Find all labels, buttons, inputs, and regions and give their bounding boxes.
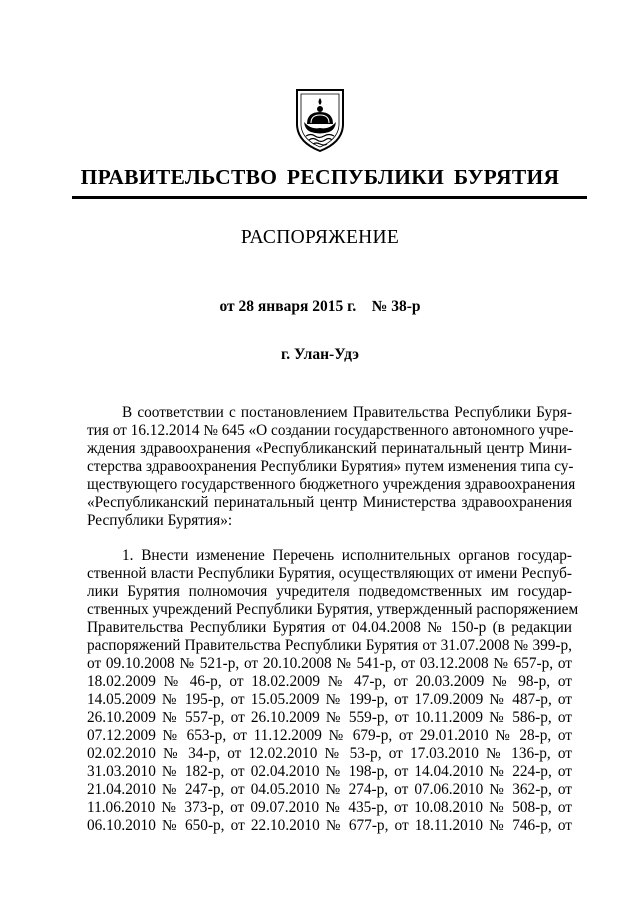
document-date: от 28 января 2015 г. <box>219 298 357 315</box>
text-line: ственной власти Республики Бурятия, осуществляющих от имени Респуб- <box>87 565 572 582</box>
text-line: 02.02.2010 № 34-р, от 12.02.2010 № 53-р, от 17.03.2010 № 136-р, от <box>87 745 572 762</box>
text-line: ждения здравоохранения «Республиканский перинатальный центр Мини- <box>87 440 572 457</box>
text-line: 07.12.2009 № 653-р, от 11.12.2009 № 679-р, от 29.01.2010 № 28-р, от <box>87 727 572 744</box>
city: г. Улан-Удэ <box>280 346 359 363</box>
header-divider <box>72 196 587 199</box>
text-line: 31.03.2010 № 182-р, от 02.04.2010 № 198-р, от 14.04.2010 № 224-р, от <box>87 763 572 780</box>
text-line: от 09.10.2008 № 521-р, от 20.10.2008 № 541-р, от 03.12.2008 № 657-р, от <box>87 655 572 672</box>
text-line: ществующего государственного бюджетного учреждения здравоохранения <box>87 476 576 493</box>
document-number: № 38-р <box>371 298 421 315</box>
text-line: В соответствии с постановлением Правительства Республики Буря- <box>122 404 572 421</box>
text-line: 21.04.2010 № 247-р, от 04.05.2010 № 274-р, от 07.06.2010 № 362-р, от <box>87 781 572 798</box>
text-line: 18.02.2009 № 46-р, от 18.02.2009 № 47-р, от 20.03.2009 № 98-р, от <box>87 673 572 690</box>
paragraph-item-1 <box>87 547 579 835</box>
text-line: лики Бурятия полномочия учредителя подведомственных им государ- <box>87 583 572 600</box>
text-line: тия от 16.12.2014 № 645 «О создании государственного автономного учре- <box>87 422 574 439</box>
text-line: 06.10.2010 № 650-р, от 22.10.2010 № 677-р, от 18.11.2010 № 746-р, от <box>87 817 572 834</box>
text-line: ственных учреждений Республики Бурятия, утвержденный распоряжением <box>87 601 579 618</box>
text-line: «Республиканский перинатальный центр Министерства здравоохранения <box>87 494 572 511</box>
text-line: стерства здравоохранения Республики Бурятия» путем изменения типа су- <box>87 458 574 475</box>
text-line: распоряжений Правительства Республики Бурятия от 31.07.2008 № 399-р, <box>87 637 572 654</box>
text-line: 26.10.2009 № 557-р, от 26.10.2009 № 559-р, от 10.11.2009 № 586-р, от <box>87 709 572 726</box>
date-number-line <box>0 298 640 316</box>
text-line: 14.05.2009 № 195-р, от 15.05.2009 № 199-р, от 17.09.2009 № 487-р, от <box>87 691 572 708</box>
text-line: Правительства Республики Бурятия от 04.04.2008 № 150-р (в редакции <box>87 619 572 636</box>
document-type: РАСПОРЯЖЕНИЕ <box>240 227 400 248</box>
text-line: Республики Бурятия»: <box>87 512 233 529</box>
organization-title: ПРАВИТЕЛЬСТВО РЕСПУБЛИКИ БУРЯТИЯ <box>80 165 560 189</box>
paragraph-preamble <box>87 404 576 530</box>
coat-of-arms-icon <box>291 84 349 154</box>
text-line: 11.06.2010 № 373-р, от 09.07.2010 № 435-р, от 10.08.2010 № 508-р, от <box>87 799 572 816</box>
text-line: 1. Внести изменение Перечень исполнительных органов государ- <box>122 547 572 564</box>
